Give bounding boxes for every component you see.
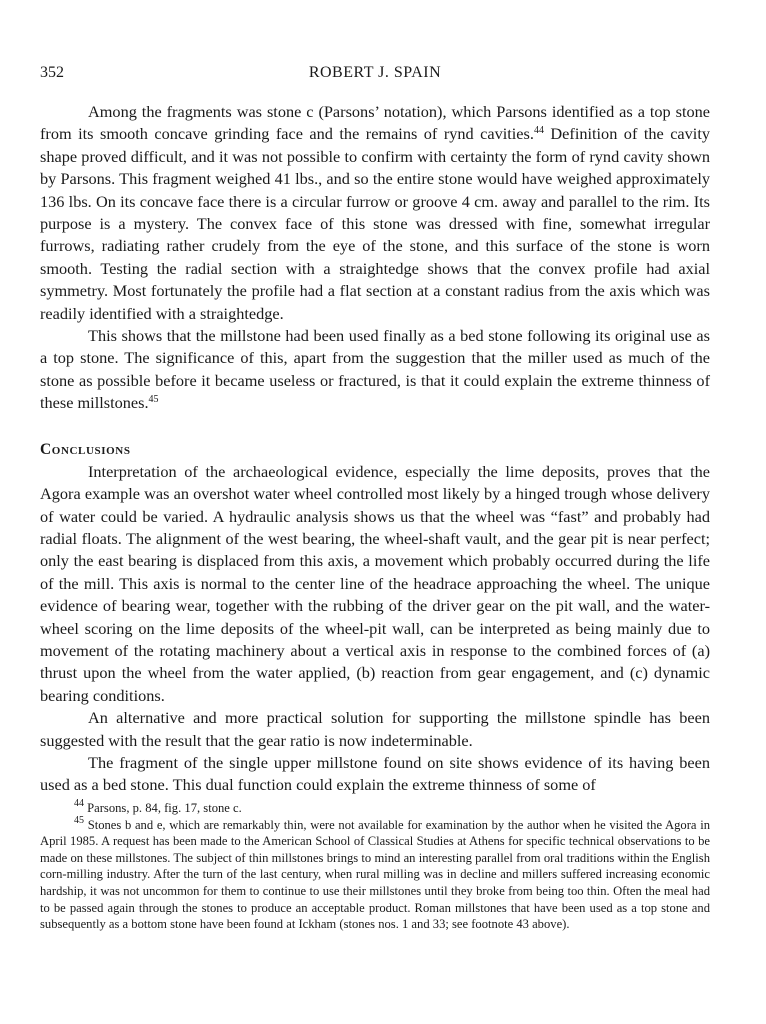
footnotes xyxy=(40,800,710,933)
footnote-ref: 44 xyxy=(533,125,544,137)
footnote xyxy=(40,814,710,933)
paragraph: An alternative and more practical solution for supporting the millstone spindle has been suggested with the result that the gear ratio is now indeterminable. xyxy=(40,708,710,750)
footnote-text: Stones b and e, which are remarkably thin, were not available for examination by the author when he visited the Agora in April 1985. A request has been made to the American School of Classical Studies at Athens for specific technical observations to be made on these millstones. The subject of thin millstones brings to mind an interesting parallel from oral traditions within the English corn-milling industry. After the turn of the last century, when rural milling was in decline and millers suffered increasing economic hardship, it was not uncommon for them to continue to use their millstones until they broke from being too thin. Often the meal had to be passed again through the stones to produce an acceptable product. Roman millstones that have been used as a top stone and subsequently as a bottom stone have been found at Ickham (stones nos. 1 and 33; see footnote 43 above). xyxy=(40,817,710,932)
paragraph-text: Among the fragments was stone c (Parsons’ notation), which Parsons identified as a top stone from its smooth concave grinding face and the remains of rynd cavities. xyxy=(40,102,710,144)
page-number: 352 xyxy=(40,64,64,81)
footnote-ref: 45 xyxy=(148,394,159,406)
footnote-number: 45 xyxy=(74,814,84,826)
page-header xyxy=(40,64,710,86)
body-text xyxy=(40,101,710,797)
paragraph: Interpretation of the archaeological evidence, especially the lime deposits, proves that the Agora example was an overshot water wheel controlled most likely by a hinged trough whose delivery of water could be varied. A hydraulic analysis shows us that the wheel was “fast” and probably had radial floats. The alignment of the west bearing, the wheel-shaft vault, and the gear pit is near perfect; only the east bearing is displaced from this axis, a movement which probably occurred during the life of the mill. This axis is normal to the center line of the headrace approaching the wheel. The unique evidence of bearing wear, together with the rubbing of the driver gear on the pit wall, and the water-wheel scoring on the lime deposits of the wheel-pit wall, can be interpreted as being mainly due to movement of the rotating machinery about a vertical axis in response to the combined forces of (a) thrust upon the wheel from the water applied, (b) reaction from gear engagement, and (c) dynamic bearing conditions. xyxy=(40,461,710,705)
paragraph: The fragment of the single upper millstone found on site shows evidence of its having been used as a bed stone. This dual function could explain the extreme thinness of some of xyxy=(40,752,710,795)
paragraph xyxy=(40,325,710,415)
running-head: ROBERT J. SPAIN xyxy=(308,64,442,81)
footnote-text: Parsons, p. 84, fig. 17, stone c. xyxy=(84,801,242,815)
paragraph-text: Definition of the cavity shape proved difficult, and it was not possible to confirm with certainty the form of rynd cavity shown by Parsons. This fragment weighed 41 lbs., and so the entire stone would have weighed approximately 136 lbs. On its concave face there is a circular furrow or groove 4 cm. away and parallel to the rim. Its purpose is a mystery. The convex face of this stone was dressed with fine, somewhat irregular furrows, radiating rather crudely from the eye of the stone, and this surface of the stone is worn smooth. Testing the radial section with a straightedge shows that the convex profile had axial symmetry. Most fortunately the profile had a flat section at a constant radius from the axis which was readily identified with a straightedge. xyxy=(40,124,710,323)
section-heading: Conclusions xyxy=(40,440,131,458)
paragraph-text: This shows that the millstone had been used finally as a bed stone following its original use as a top stone. The significance of this, apart from the suggestion that the miller used as much of the stone as possible before it became useless or fractured, is that it could explain the extreme thinness of these millstones. xyxy=(40,326,710,413)
footnote-number: 44 xyxy=(74,798,84,809)
paragraph xyxy=(40,101,710,325)
footnote xyxy=(40,800,710,817)
